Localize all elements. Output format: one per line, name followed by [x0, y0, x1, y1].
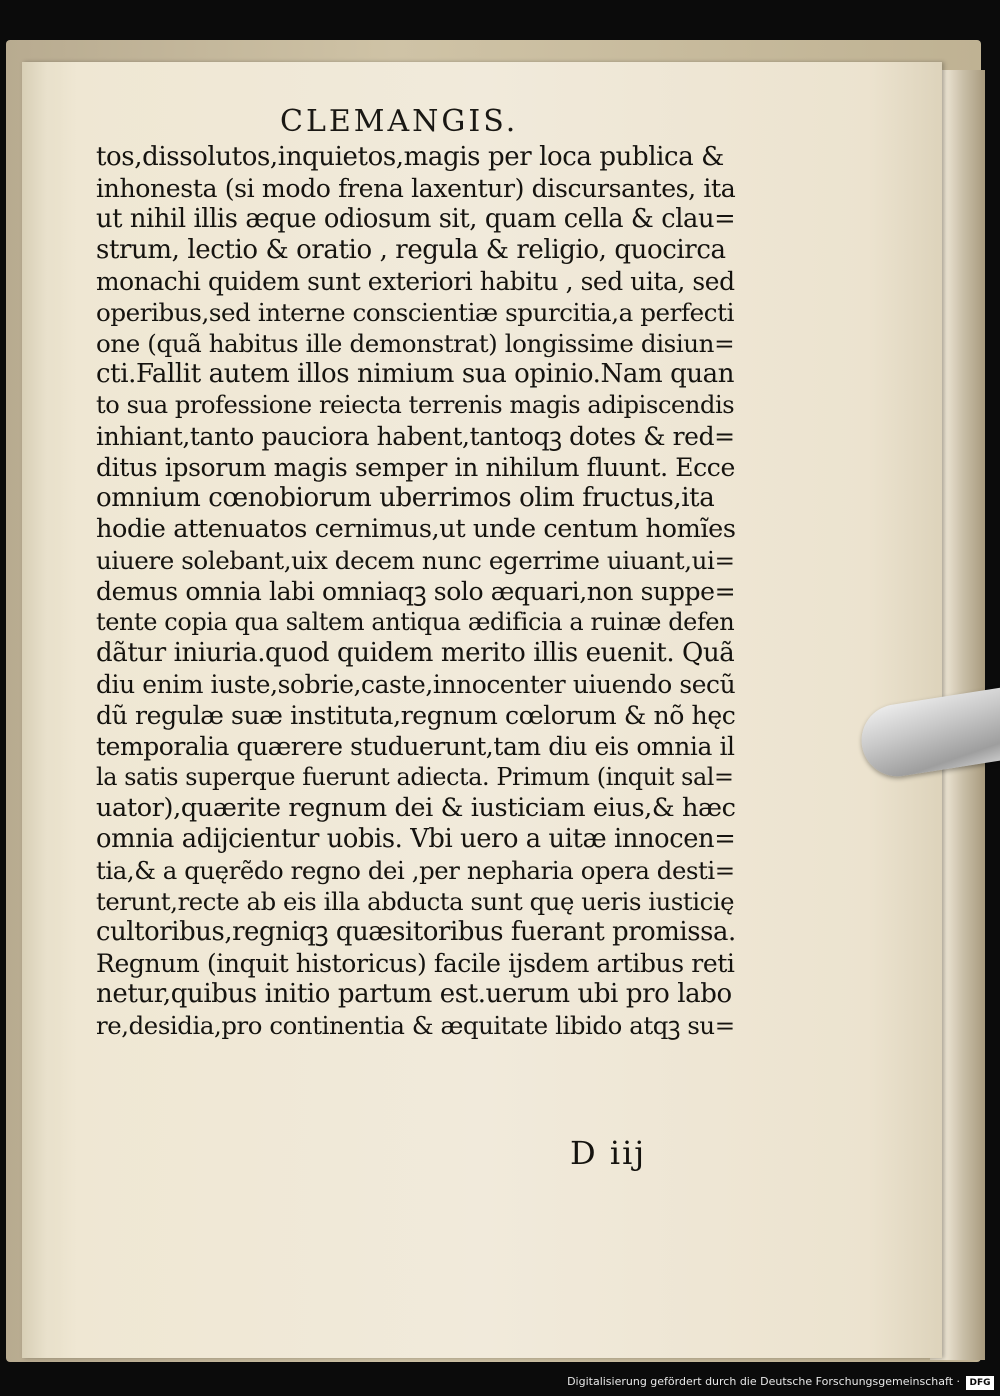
text-line: inhiant,tanto pauciora habent,tantoqꝫ dotes & red=	[96, 422, 735, 451]
text-line: uator),quærite regnum dei & iusticiam eius,& hæc	[96, 793, 736, 823]
text-line: monachi quidem sunt exteriori habitu , sed uita, sed	[96, 267, 735, 296]
running-head: CLEMANGIS.	[280, 104, 519, 139]
text-line: ditus ipsorum magis semper in nihilum fluunt. Ecce	[96, 453, 735, 482]
footer-bar	[0, 1372, 1000, 1396]
signature-mark: D iij	[570, 1134, 647, 1172]
text-line: inhonesta (si modo frena laxentur) discursantes, ita	[96, 174, 736, 203]
text-line: re,desidia,pro continentia & æquitate libido atqꝫ su=	[96, 1011, 735, 1040]
text-line: operibus,sed interne conscientiæ spurcitia,a perfecti	[96, 298, 735, 327]
text-line: temporalia quærere studuerunt,tam diu eis omnia il	[96, 732, 735, 761]
dfg-logo: DFG	[966, 1376, 994, 1390]
text-line: one (quã habitus ille demonstrat) longissime disiun=	[96, 329, 735, 358]
footer-credit: Digitalisierung gefördert durch die Deutsche Forschungsgemeinschaft ·	[567, 1375, 960, 1388]
page-gutter	[22, 62, 64, 1358]
text-line: hodie attenuatos cernimus,ut unde centum homĩes	[96, 514, 736, 544]
text-block	[96, 142, 736, 1041]
text-line: omnia adijcientur uobis. Vbi uero a uitæ innocen=	[96, 824, 736, 854]
text-line: to sua professione reiecta terrenis magis adipiscendis	[96, 391, 735, 419]
text-line: cultoribus,regniqꝫ quæsitoribus fuerant promissa.	[96, 917, 736, 947]
text-line: cti.Fallit autem illos nimium sua opinio.Nam quan	[96, 359, 735, 389]
text-line: tente copia qua saltem antiqua ædificia a ruinæ defen	[96, 608, 735, 636]
text-line: tia,& a quęrẽdo regno dei ,per nepharia opera desti=	[96, 856, 735, 885]
text-line: dũ regulæ suæ instituta,regnum cœlorum & nõ hęc	[96, 701, 736, 730]
text-line: dãtur iniuria.quod quidem merito illis euenit. Quã	[96, 638, 735, 668]
text-line: ut nihil illis æque odiosum sit, quam cella & clau=	[96, 204, 736, 234]
text-line: tos,dissolutos,inquietos,magis per loca publica &	[96, 142, 724, 172]
text-line: netur,quibus initio partum est.uerum ubi pro labo	[96, 979, 732, 1009]
text-line: omnium cœnobiorum uberrimos olim fructus,ita	[96, 483, 715, 513]
text-line: strum, lectio & oratio , regula & religio, quocirca	[96, 235, 726, 265]
text-line: Regnum (inquit historicus) facile ijsdem artibus reti	[96, 949, 735, 978]
text-line: la satis superque fuerunt adiecta. Primum (inquit sal=	[96, 763, 734, 791]
text-line: demus omnia labi omniaqꝫ solo æquari,non suppe=	[96, 577, 736, 606]
text-line: diu enim iuste,sobrie,caste,innocenter uiuendo secũ	[96, 670, 736, 699]
text-line: uiuere solebant,uix decem nunc egerrime uiuant,ui=	[96, 546, 735, 575]
text-line: terunt,recte ab eis illa abducta sunt quę ueris iusticię	[96, 887, 735, 916]
